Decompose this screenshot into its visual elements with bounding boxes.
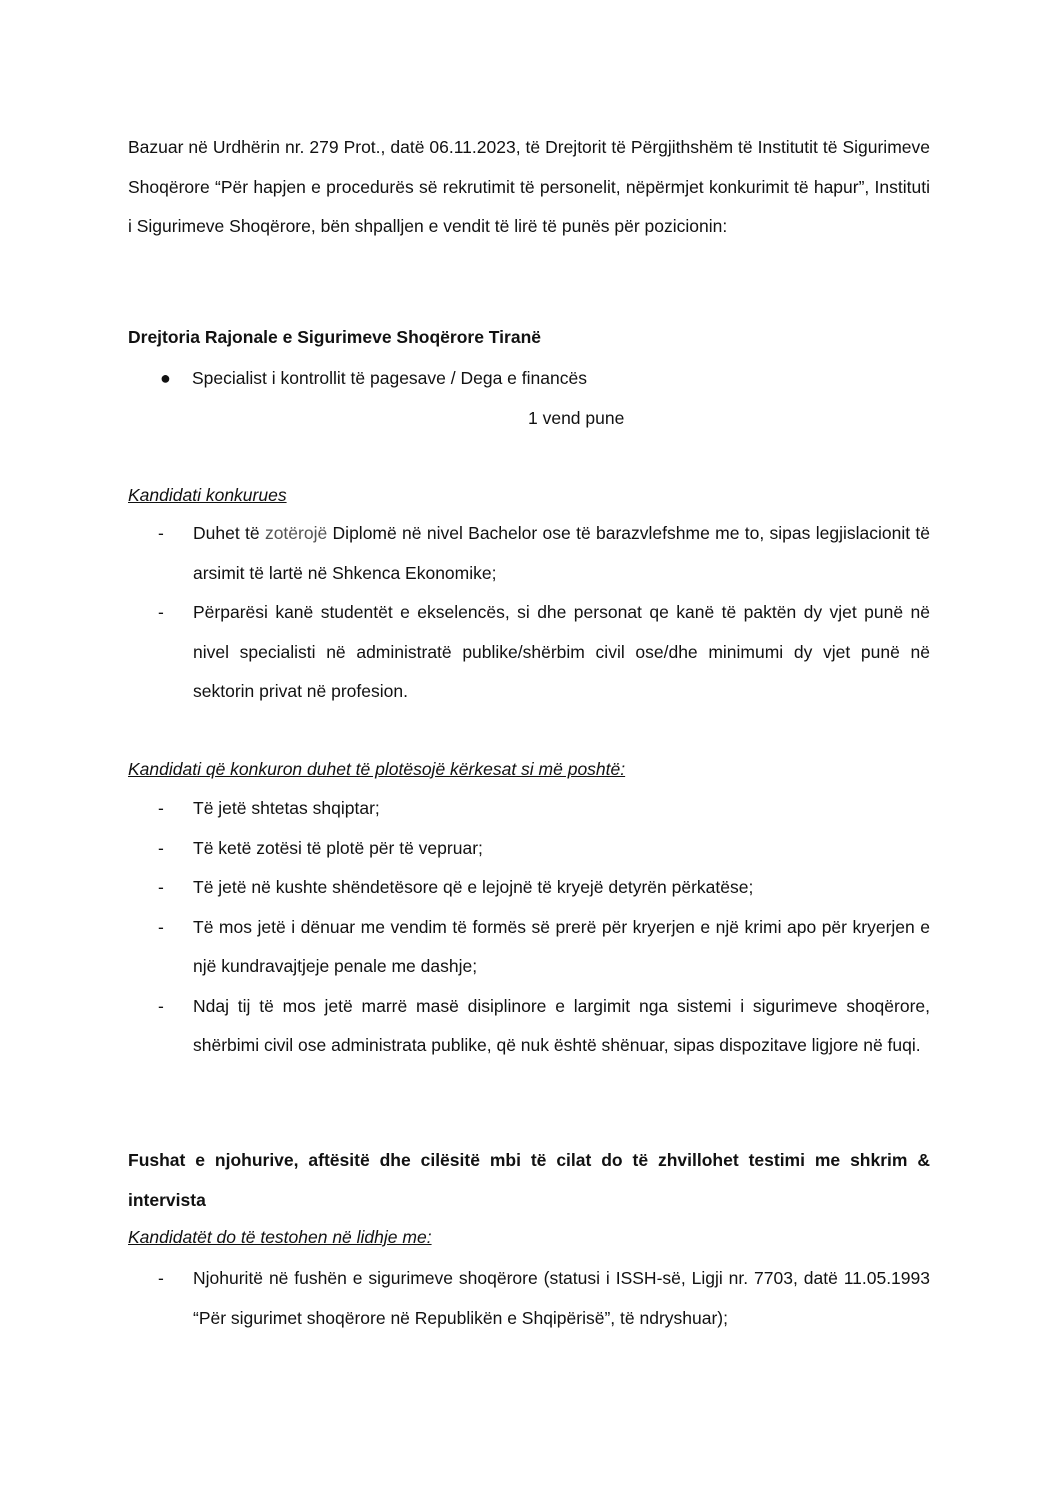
list-item [158,514,930,593]
directorate-heading: Drejtoria Rajonale e Sigurimeve Shoqërore Tiranë [128,327,542,347]
dash-marker: - [158,877,164,897]
list-item [158,908,930,987]
position-item [160,364,587,392]
list-item-text: Ndaj tij të mos jetë marrë masë disiplinore e largimit nga sistemi i sigurimeve shoqërore, shërbimi civil ose administrata publike, që nuk është shënuar, sipas dispozitave ligjore në fuqi. [193,995,930,1055]
list-item-text-before: Duhet të [193,523,265,543]
dash-marker: - [158,1268,164,1288]
list-item-text: Të ketë zotësi të plotë për të vepruar; [193,837,483,858]
dash-marker: - [158,602,164,622]
list-item-text: Njohuritë në fushën e sigurimeve shoqërore (statusi i ISSH-së, Ligji nr. 7703, datë 11.05.1993 “Për sigurimet shoqërore në Republikën e Shqipërisë”, të ndryshuar); [193,1268,930,1328]
knowledge-subheading: Kandidatët do të testohen në lidhje me: [128,1227,432,1247]
list-item-text-after: Diplomë në nivel Bachelor ose të barazvlefshme me to, sipas legjislacionit të arsimit të lartë në Shkenca Ekonomike; [193,523,930,583]
list-item [158,868,930,908]
list-item [158,1259,930,1338]
knowledge-heading: Fushat e njohurive, aftësitë dhe cilësitë mbi të cilat do të zhvillohet testimi me shkrim & intervista [128,1150,930,1210]
list-item-text: Përparësi kanë studentët e ekselencës, si dhe personat qe kanë të paktën dy vjet punë në nivel specialisti në administratë publike/shërbim civil ose/dhe minimumi dy vjet punë në sektorin privat në profesion. [193,602,930,701]
position-count: 1 vend pune [528,408,625,428]
bullet-icon: ● [160,368,171,388]
dash-marker: - [158,916,164,937]
requirements-heading: Kandidati që konkuron duhet të plotësojë kërkesat si më poshtë: [128,759,626,779]
list-item-text-muted: zotërojë [264,523,328,543]
list-item-text: Të mos jetë i dënuar me vendim të formës së prerë për kryerjen e një krimi apo për kryerjen e një kundravajtjeje penale me dashje; [193,916,930,976]
dash-marker: - [158,995,164,1016]
requirements-list [158,789,930,1066]
candidate-heading: Kandidati konkurues [128,485,287,505]
list-item [158,987,930,1066]
dash-marker: - [158,798,164,818]
candidate-list [158,514,930,712]
dash-marker: - [158,837,164,858]
knowledge-list [158,1259,930,1338]
dash-marker: - [158,523,164,543]
list-item-text: Të jetë në kushte shëndetësore që e lejojnë të kryejë detyrën përkatëse; [193,877,754,897]
list-item [158,789,930,829]
list-item [158,829,930,869]
list-item [158,593,930,712]
list-item-text: Të jetë shtetas shqiptar; [193,798,380,818]
intro-paragraph: Bazuar në Urdhërin nr. 279 Prot., datë 06.11.2023, të Drejtorit të Përgjithshëm të Institutit të Sigurimeve Shoqërore “Për hapjen e procedurës së rekrutimit të personelit, nëpërmjet konkurimit të hapur”, Instituti i Sigurimeve Shoqërore, bën shpalljen e vendit të lirë të punës për pozicionin: [128,137,930,236]
position-title: Specialist i kontrollit të pagesave / Dega e financës [192,368,587,388]
